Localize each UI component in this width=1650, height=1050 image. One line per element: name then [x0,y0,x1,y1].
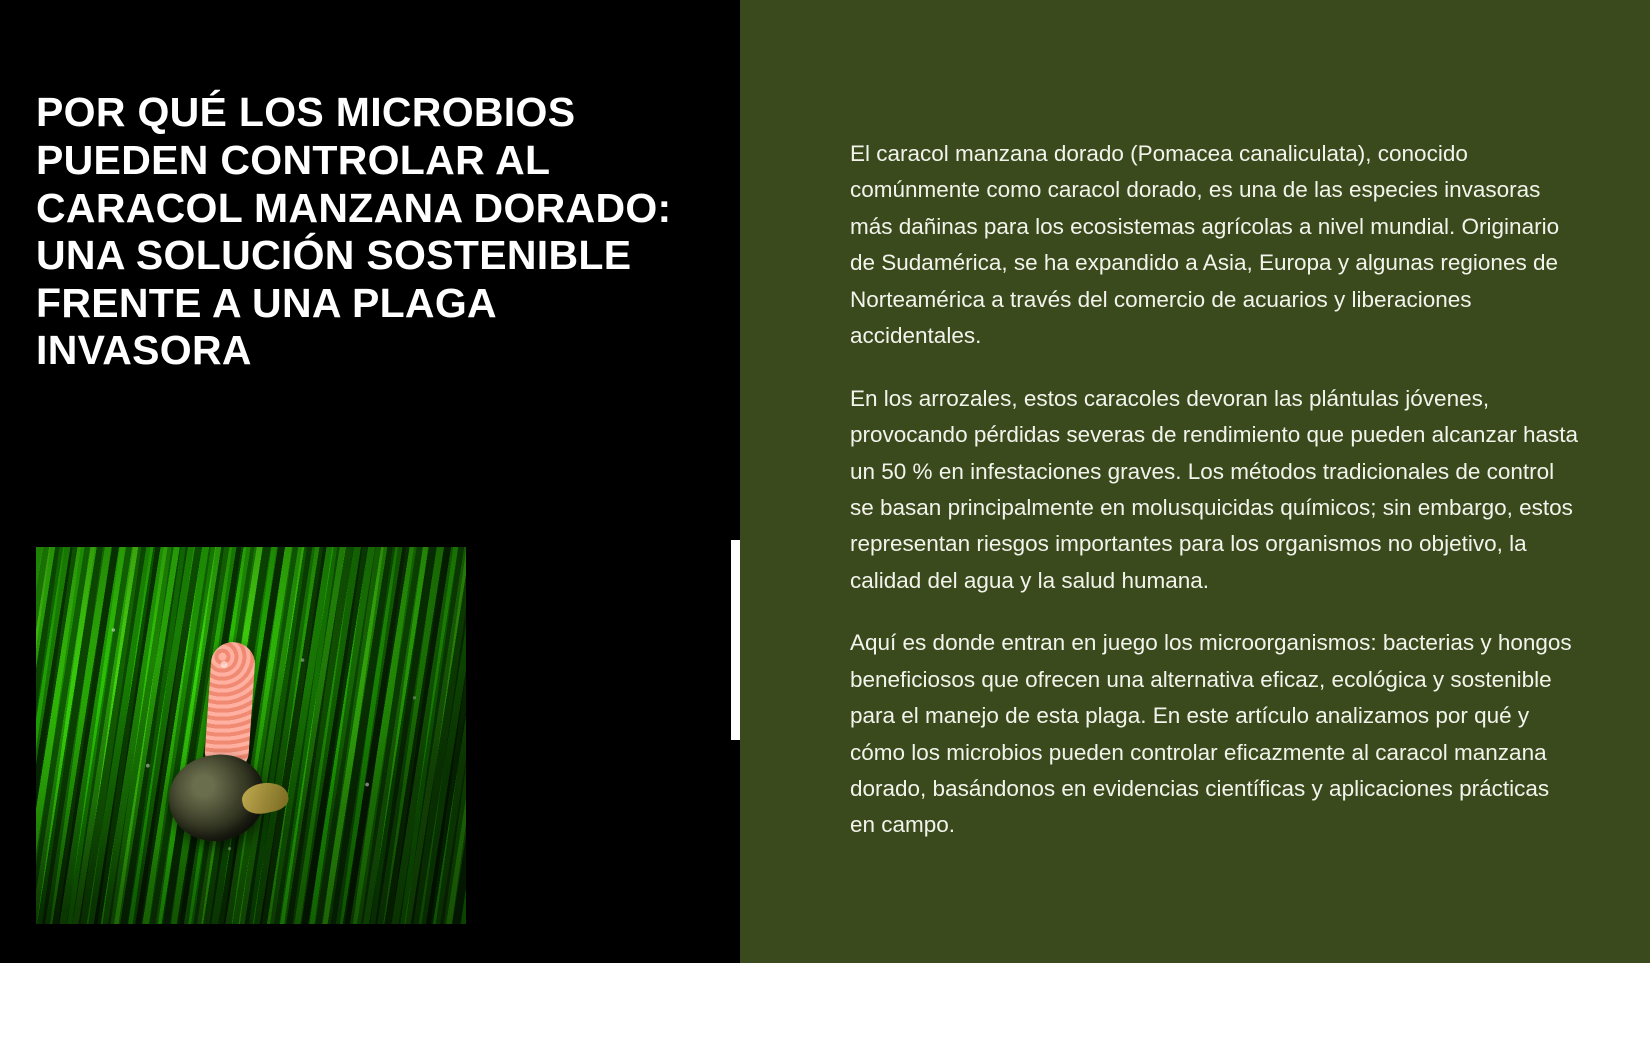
page-title: POR QUÉ LOS MICROBIOS PUEDEN CONTROLAR AL CARACOL MANZANA DORADO: UNA SOLUCIÓN SOSTENIBLE FRENTE A UNA PLAGA INVASORA [36,89,672,374]
photo-vignette [36,547,466,924]
body-paragraph-3: Aquí es donde entran en juego los microorganismos: bacterias y hongos beneficiosos que ofrecen una alternativa eficaz, ecológica y sostenible para el manejo de esta plaga. En este artículo analizamos por qué y cómo los microbios pueden controlar eficazmente al caracol manzana dorado, basándonos en evidencias científicas y aplicaciones prácticas en campo. [850,630,1572,838]
content-panel [740,0,1650,963]
panel-divider [731,0,740,963]
body-paragraph-2: En los arrozales, estos caracoles devoran las plántulas jóvenes, provocando pérdidas severas de rendimiento que pueden alcanzar hasta un 50 % en infestaciones graves. Los métodos tradicionales de control se basan principalmente en molusquicidas químicos; sin embargo, estos representan riesgos importantes para los organismos no objetivo, la calidad del agua y la salud humana. [850,385,1578,593]
bottom-strip [0,963,1650,1050]
snail-photo [36,547,466,924]
panel-divider-highlight [731,540,740,740]
body-paragraph-1: El caracol manzana dorado (Pomacea canaliculata), conocido comúnmente como caracol dorado, es una de las especies invasoras más dañinas para los ecosistemas agrícolas a nivel mundial. Originario de Sudamérica, se ha expandido a Asia, Europa y algunas regiones de Norteamérica a través del comercio de acuarios y liberaciones accidentales. [850,141,1560,349]
title-panel [0,0,735,963]
body-text-block [850,136,1578,844]
